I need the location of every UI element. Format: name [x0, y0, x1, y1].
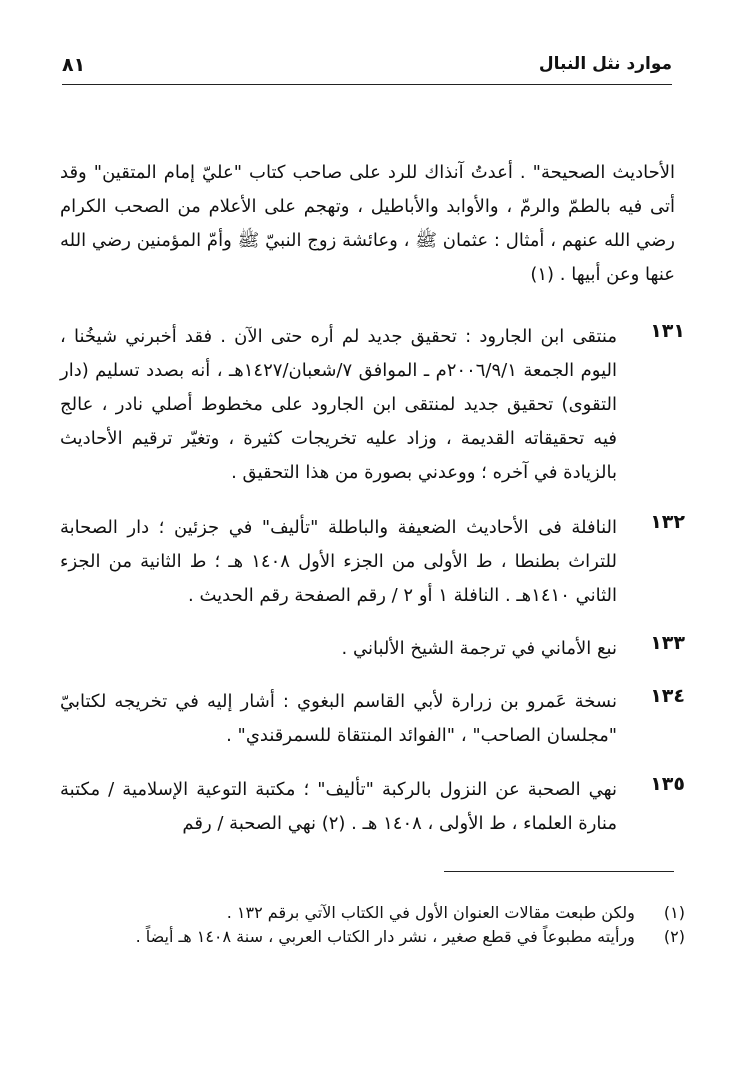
footnote-text: ولكن طبعت مقالات العنوان الأول في الكتاب الآتي برقم ١٣٢ .	[226, 903, 635, 922]
entry-number: ١٣١	[650, 320, 685, 342]
entry-text: نسخة عَمرو بن زرارة لأبي القاسم البغوي : أشار إليه في تخريجه لكتابيّ "مجلسان الصاحب" ، "الفوائد المنتقاة للسمرقندي" .	[60, 691, 617, 746]
intro-paragraph	[60, 156, 675, 292]
entry-text: منتقى ابن الجارود : تحقيق جديد لم أره حتى الآن . فقد أخبرني شيخُنا ، اليوم الجمعة ٢٠٠٦/٩/١م ـ الموافق ٧/شعبان/١٤٢٧هـ ، أنه بصدد تسليم (دار التقوى) تحقيق جديد لمنتقى ابن الجارود على مخطوط أصلي نادر ، عالج فيه تحقيقاته القديمة ، وزاد عليه تخريجات كثيرة ، وتغيّر ترقيم الأحاديث بالزيادة في آخره ؛ ووعدني بصورة من هذا التحقيق .	[60, 326, 617, 483]
entry-number: ١٣٥	[650, 773, 685, 795]
intro-paragraph-text: الأحاديث الصحيحة" . أعدتُ آنذاك للرد على صاحب كتاب "عليّ إمام المتقين" وقد أتى فيه بالطمّ والرمّ ، والأوابد والأباطيل ، وتهجم على الأعلام من الصحب الكرام رضي الله عنهم ، أمثال : عثمان ﷺ ، وعائشة زوج النبيّ ﷺ وأمّ المؤمنين رضي الله عنها وعن أبيها . (١)	[60, 162, 675, 285]
entry-text: النافلة فى الأحاديث الضعيفة والباطلة "تأليف" في جزئين ؛ دار الصحابة للتراث بطنطا ، ط الأولى من الجزء الأول ١٤٠٨ هـ ؛ ط الثانية من الجزء الثاني ١٤١٠هـ . النافلة ١ أو ٢ / رقم الصفحة رقم الحديث .	[60, 517, 617, 606]
entry-text: نهي الصحبة عن النزول بالركبة "تأليف" ؛ مكتبة التوعية الإسلامية / مكتبة منارة العلماء ، ط الأولى ، ١٤٠٨ هـ . (٢) نهي الصحبة / رقم	[60, 779, 617, 834]
entry-text: نبع الأماني في ترجمة الشيخ الألباني .	[341, 638, 617, 659]
entry-131	[60, 320, 685, 490]
entry-134	[60, 685, 685, 753]
page-number: ٨١	[62, 54, 86, 76]
entry-132	[60, 511, 685, 613]
entry-135	[60, 773, 685, 841]
header-divider	[62, 84, 672, 85]
running-title: موارد نثل النبال	[538, 54, 672, 74]
footnote-divider	[444, 871, 674, 872]
footnote-text: ورأيته مطبوعاً في قطع صغير ، نشر دار الكتاب العربي ، سنة ١٤٠٨ هـ أيضاً .	[135, 927, 635, 946]
footnote-2	[60, 925, 685, 949]
footnote-number: (٢)	[663, 927, 685, 946]
footnote-number: (١)	[663, 903, 685, 922]
entry-number: ١٣٤	[650, 685, 685, 707]
footnote-1	[60, 901, 685, 925]
entry-number: ١٣٣	[650, 632, 685, 654]
entry-133	[60, 632, 685, 666]
page-header	[62, 52, 672, 86]
entry-number: ١٣٢	[650, 511, 685, 533]
